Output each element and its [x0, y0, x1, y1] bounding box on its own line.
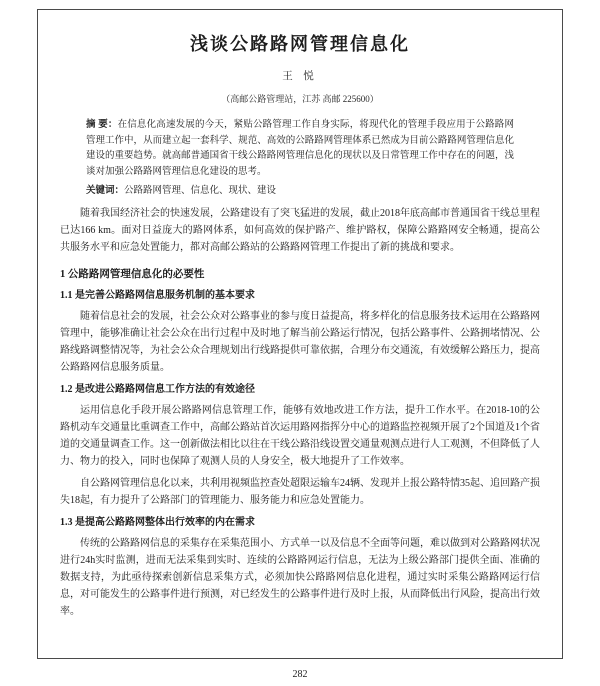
section-1-heading: 1 公路路网管理信息化的必要性 — [60, 268, 205, 280]
author-affiliation: （高邮公路管理站，江苏 高邮 225600） — [221, 94, 379, 104]
intro-paragraph: 随着我国经济社会的快速发展，公路建设有了突飞猛进的发展，截止2018年底高邮市普通国省干线总里程已达166 km。面对日益庞大的路网体系，如何高效的保护路产、维护路权，保障公路路网安全畅通，提高公共服务水平和应急处置能力，都对高邮公路站的公路路网管理工作提出了新的挑战和要求。 — [60, 207, 540, 253]
keywords-label: 关键词： — [86, 186, 125, 196]
section-1-1-paragraph: 随着信息社会的发展，社会公众对公路事业的参与度日益提高，将多样化的信息服务技术运用在公路路网管理中，能够准确让社会公众在出行过程中及时地了解当前公路运行情况，包括公路事件、公路拥堵情况、公路线路调整情况等，为社会公众合理规划出行线路提供可靠依据，合理分布交通流，有效缓解公路压力，提高公路路网信息服务质量。 — [60, 310, 540, 373]
section-1-2-paragraph-2: 自公路网管理信息化以来，共利用视频监控查处超限运输车24辆、发现并上报公路特情35起、追回路产损失18起，有力提升了公路部门的管理能力、服务能力和应急处置能力。 — [60, 477, 540, 506]
section-1-1-heading: 1.1 是完善公路路网信息服务机制的基本要求 — [60, 289, 255, 301]
section-1-3-paragraph: 传统的公路路网信息的采集存在采集范围小、方式单一以及信息不全面等问题，难以做到对公路路网状况进行24h实时监测，进而无法采集到实时、连续的公路路网运行信息，无法为上级公路部门提供全面、准确的数据支持，为此亟待探索创新信息采集方式，必须加快公路路网信息化进程，通过实时采集公路路网运行信息，对可能发生的公路事件进行预测，对已经发生的公路事件进行及时上报，从而降低出行风险，提高出行效率。 — [60, 537, 540, 617]
abstract-label: 摘 要： — [86, 120, 118, 130]
section-1-2-paragraph-1: 运用信息化手段开展公路路网信息管理工作，能够有效地改进工作方法，提升工作水平。在2018-10的公路机动车交通量比重调查工作中，高邮公路站首次运用路网指挥分中心的道路监控视频开展了2个国道及1个省道的交通量调查工作。这一创新做法相比以往在干线公路沿线设置交通量观测点进行人工观测，不但降低了人力、物力的投入，同时也保障了观测人员的人身安全，极大地提升了工作效率。 — [60, 404, 540, 467]
abstract-block — [86, 118, 514, 180]
abstract-text: 在信息化高速发展的今天，紧贴公路管理工作自身实际，将现代化的管理手段应用于公路路网管理工作中，从而建立起一套科学、规范、高效的公路路网管理体系已然成为目前公路路网管理信息化建设的重要趋势。就高邮普通国省干线公路路网管理信息化的现状以及日常管理工作中存在的问题，浅谈对加强公路路网管理信息化建设的思考。 — [86, 120, 514, 177]
keywords-text: 公路路网管理、信息化、现状、建设 — [124, 186, 277, 196]
page-number: 282 — [292, 669, 308, 680]
section-1-3-heading: 1.3 是提高公路路网整体出行效率的内在需求 — [60, 516, 255, 528]
paper-title: 浅谈公路路网管理信息化 — [190, 34, 410, 54]
keywords-block — [86, 184, 514, 200]
section-1-2-heading: 1.2 是改进公路路网信息工作方法的有效途径 — [60, 383, 255, 395]
page-border — [37, 9, 563, 659]
author-name: 王 悦 — [282, 71, 318, 82]
